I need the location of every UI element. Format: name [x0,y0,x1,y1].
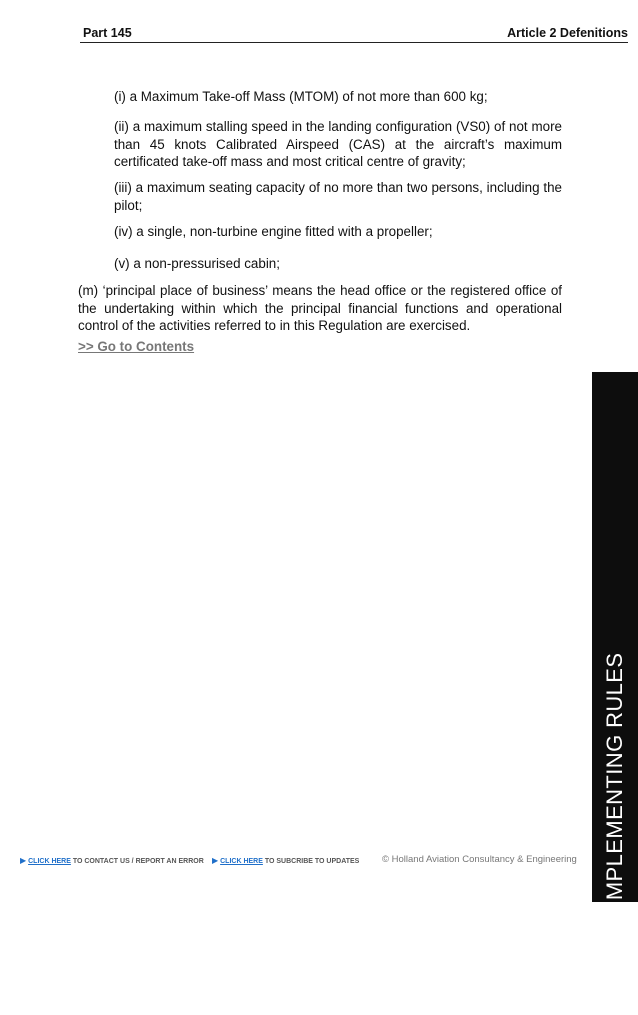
contact-footer [20,856,204,865]
definition-paragraph: (m) ‘principal place of business’ means the head office or the registered office of the undertaking within which the principal financial functions and operational control of the activities referred to in this Regulation are exercised. [78,283,562,333]
go-to-contents-link[interactable]: >> Go to Contents [78,339,195,354]
list-item: (iv) a single, non-turbine engine fitted with a propeller; [114,224,433,239]
list-item: (i) a Maximum Take-off Mass (MTOM) of not more than 600 kg; [114,89,488,104]
subscribe-link[interactable]: CLICK HERE [220,858,263,865]
side-tab-label: PART 145 IMPLEMENTING RULES [602,652,627,1015]
subscribe-text: TO SUBCRIBE TO UPDATES [262,858,360,865]
page-footer [20,854,580,868]
play-arrow-icon: ▶ [20,856,27,865]
page-header [80,24,628,43]
subscribe-footer [212,856,359,865]
header-part-label: Part 145 [83,26,132,40]
list-item: (iii) a maximum seating capacity of no more than two persons, including the pilot; [114,180,562,213]
play-arrow-icon: ▶ [212,856,219,865]
copyright-text: © Holland Aviation Consultancy & Engineering [382,854,577,865]
list-item: (v) a non-pressurised cabin; [114,256,280,271]
list-item: (ii) a maximum stalling speed in the landing configuration (VS0) of not more than 45 knots Calibrated Airspeed (CAS) at the aircraft’s maximum certificated take-off mass and most critical centre of gravity; [114,119,562,169]
header-article-label: Article 2 Defenitions [507,26,628,40]
contact-text: TO CONTACT US / REPORT AN ERROR [70,858,204,865]
contact-link[interactable]: CLICK HERE [28,858,71,865]
side-tab [592,372,638,1015]
